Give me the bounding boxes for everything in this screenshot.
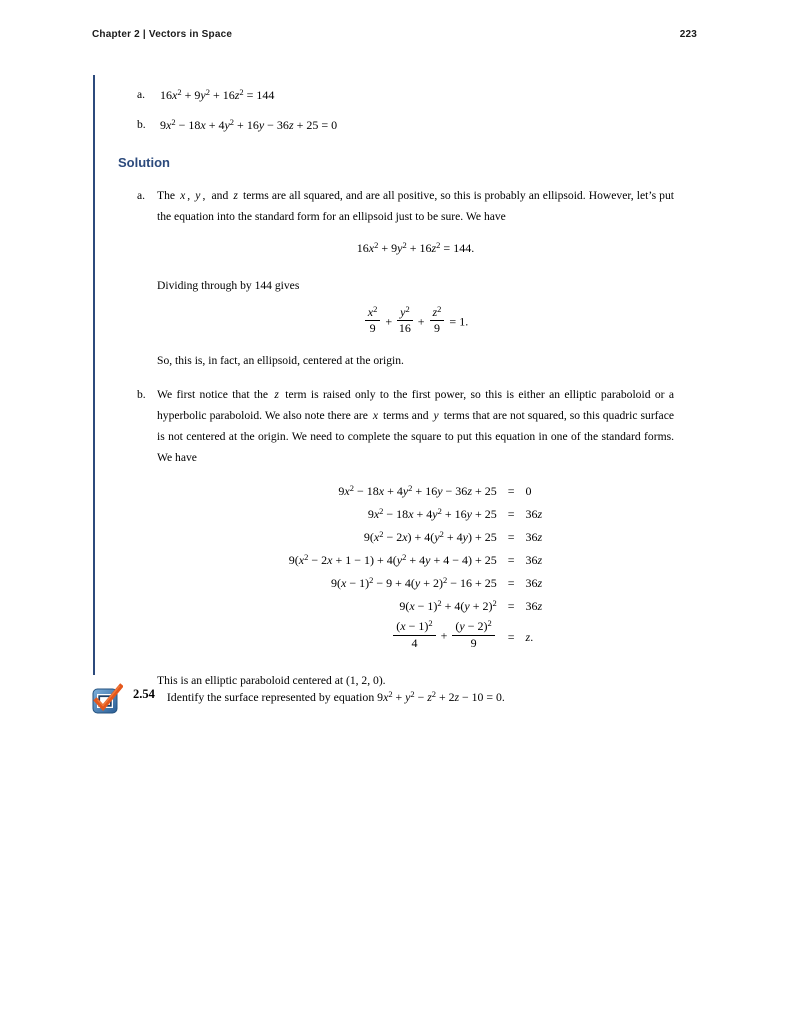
equation-lhs: $9(x - 1)^2 + 4(y + 2)^2$ <box>399 598 497 614</box>
solution-b-paragraph-1: We first notice that the z term is raised only to the first power, so this is either an elliptic paraboloid or a hyperbolic paraboloid. We also note there are x terms and y terms that are not squared, so this quadric surface is not centered at the origin. We need to complete the square to put this equation in one of the standard forms. We have <box>157 388 674 465</box>
solution-part-a <box>137 185 674 371</box>
equation-lhs: $9x^2 - 18x + 4y^2 + 16y - 36z + 25$ <box>338 483 497 499</box>
equation-lhs: $9(x^2 - 2x) + 4(y^2 + 4y) + 25$ <box>363 529 497 545</box>
page-content <box>118 84 674 697</box>
equation-rhs: 36z <box>525 530 543 545</box>
list-item <box>137 114 674 136</box>
solution-part-a-label: a. <box>137 189 146 202</box>
equation-lhs: $9x^2 - 18x + 4y^2 + 16y + 25$ <box>367 506 497 522</box>
solution-part-b <box>137 384 674 690</box>
example-left-rule <box>93 75 95 675</box>
equation-row <box>289 526 542 549</box>
checkbox-checkmark-icon <box>92 683 123 714</box>
checkpoint-number: 2.54 <box>133 687 155 701</box>
list-item-label: b. <box>137 118 146 131</box>
list-item-label: a. <box>137 88 146 101</box>
equation-rhs: 36z <box>525 599 543 614</box>
solution-a-paragraph-3: So, this is, in fact, an ellipsoid, centered at the origin. <box>157 354 404 368</box>
checkpoint-exercise <box>92 683 505 714</box>
equation-rhs: z. <box>525 629 534 644</box>
problem-equation-a: $16x^2 + 9y^2 + 16z^2 = 144$ <box>160 87 275 102</box>
equation-row <box>289 618 542 651</box>
equation-lhs: $9(x^2 - 2x + 1 - 1) + 4(y^2 + 4y + 4 - 4) + 25$ <box>288 552 497 568</box>
list-item <box>137 84 674 106</box>
equation-row <box>289 572 542 595</box>
equation-rhs: 36z <box>525 576 543 591</box>
checkpoint-text: Identify the surface represented by equation $9x^2 + y^2 - z^2 + 2z - 10 = 0$. <box>166 689 505 704</box>
solution-b-conclusion: This is an elliptic paraboloid centered at (1, 2, 0). <box>157 673 386 687</box>
header-chapter-title: Chapter 2 | Vectors in Space <box>92 29 233 40</box>
equals-sign: = <box>507 484 515 499</box>
equation-row <box>289 595 542 618</box>
equation-lhs: $\frac{(x - 1)^2}{4}$ + $\frac{(y - 2)^2}{9}$ <box>289 618 497 651</box>
problem-list <box>118 84 674 136</box>
equals-sign: = <box>507 530 515 545</box>
equation-lhs: $9(x - 1)^2 - 9 + 4(y + 2)^2 - 16 + 25$ <box>331 575 497 591</box>
solution-part-b-label: b. <box>137 388 146 402</box>
equation-row <box>289 549 542 572</box>
equals-sign: = <box>507 599 515 614</box>
equals-sign: = <box>507 629 515 644</box>
equation-row <box>289 480 542 503</box>
equation-rhs: 0 <box>525 484 532 499</box>
equals-sign: = <box>507 507 515 522</box>
equals-sign: = <box>507 576 515 591</box>
equation-row <box>289 503 542 526</box>
equation-derivation-table <box>289 480 542 651</box>
display-equation-ellipsoid: $\frac{x^2}{9}$ + $\frac{y^2}{16}$ + $\frac{z^2}{9}$ = 1. <box>157 308 674 337</box>
solution-heading: Solution <box>118 155 170 170</box>
problem-equation-b: $9x^2 - 18x + 4y^2 + 16y - 36z + 25 = 0$ <box>160 117 338 132</box>
display-equation-standard-form: $16x^2 + 9y^2 + 16z^2 = 144$. <box>356 240 475 255</box>
solution-a-paragraph-1: The x , y , and z terms are all squared, and are all positive, so this is probably an ellipsoid. However, let’s put the equation into the standard form for an ellipsoid just to be sure. We have <box>157 189 674 223</box>
running-header <box>92 29 697 40</box>
solution-a-paragraph-2: Dividing through by 144 gives <box>157 279 300 292</box>
header-page-number: 223 <box>679 29 697 40</box>
equation-rhs: 36z <box>525 507 543 522</box>
equals-sign: = <box>507 553 515 568</box>
equation-rhs: 36z <box>525 553 543 568</box>
